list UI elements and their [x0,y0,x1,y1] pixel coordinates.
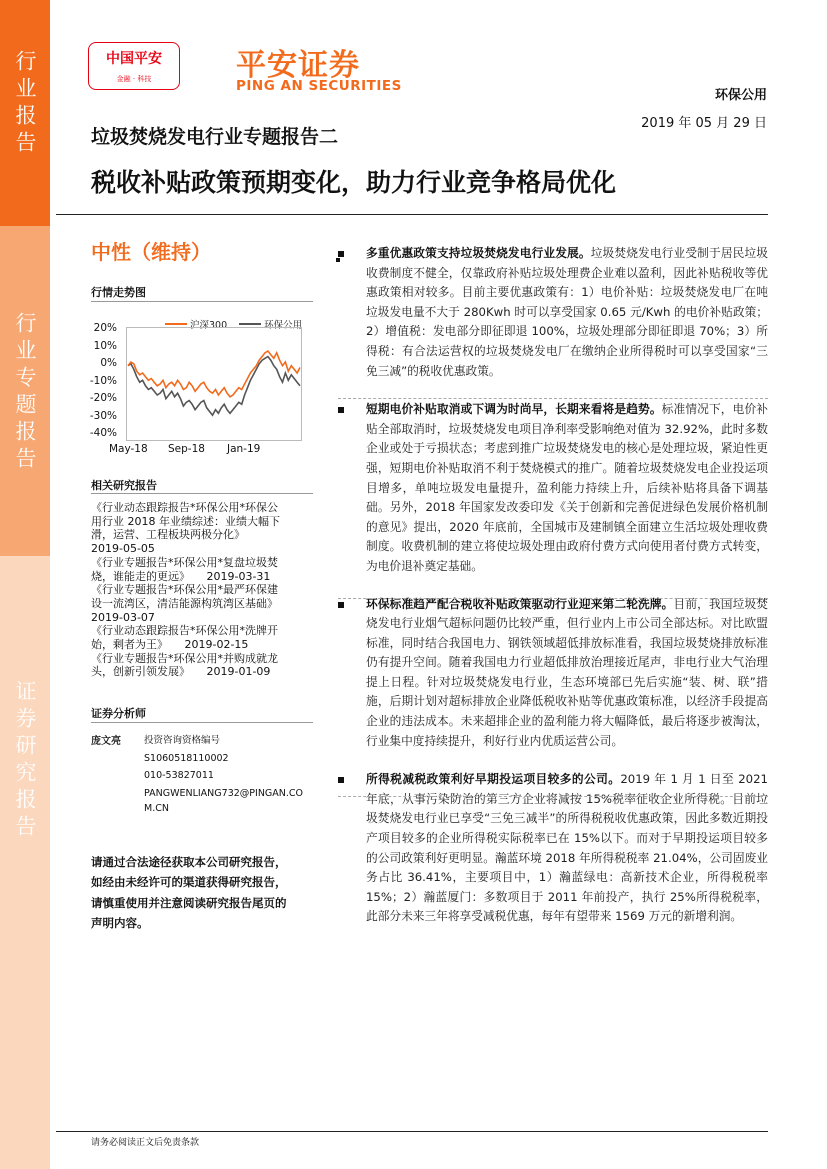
y-tick-label: -20% [89,392,117,404]
series-line-sector [128,357,300,416]
y-tick-label: 0% [100,357,117,369]
section-divider [91,722,313,723]
bullet-square [338,407,344,413]
sidebar-section-securities-research [0,556,50,1169]
key-point-lead: 环保标准趋严配合税收补贴政策驱动行业迎来第二轮洗牌。 [366,596,674,611]
related-report-line: 《行业专题报告*环保公用*复盘垃圾焚 [91,555,278,569]
key-point-text: 标准情况下，电价补贴全部取消时，垃圾焚烧发电项目净利率受影响绝对值为 32.92%，此时多数企业或处于亏损状态；考虑到推广垃圾焚烧发电的核心是处理垃圾，紧迫性更强，短期电价补贴取消不利于焚烧模式的推广。随着垃圾焚烧发电企业投运项目增多，单吨垃圾发电量提升，盈利能力持续上升，后续补贴将具备下调基础。另外，2018 年国家发改委印发《关于创新和完善促进绿色发展价格机制的意见》提出，2020 年底前，全国城市及建制镇全面建立生活垃圾处理收费制度。收费机制的建立将使垃圾处理由政府付费方式向使用者付费方式转变，为电价退补奠定基础。 [366,402,768,573]
footer-divider [56,1131,768,1132]
dashed-divider [338,598,768,599]
key-points [338,244,768,927]
related-reports-list [91,501,313,679]
section-divider [91,493,313,494]
key-point-text: 2019 年 1 月 1 日至 2021 年底，从事污染防治的第三方企业将减按 15%税率征收企业所得税。目前垃圾焚烧发电行业已享受“三免三减半”的所得税税收优惠政策，因此多数近期投产项目较多的企业所得税实际税率已在 15%以下。而对于早期投运项目较多的公司政策利好更明显。瀚蓝环境 2018 年所得税税率 21.04%，公司固废业务占比 36.41%，主要项目中，1）瀚蓝绿电：高新技术企业，所得税税率 15%；2）瀚蓝厦门：多数项目于 2011 年前投产，执行 25%所得税税率，此部分未来三年将享受减税优惠，每年有望带来 1569 万元的新增利润。 [366,772,768,924]
legal-notice: 请通过合法途径获取本公司研究报告，如经由未经许可的渠道获得研究报告，请慎重使用并注意阅读研究报告尾页的声明内容。 [91,855,287,931]
analyst-email-cont[interactable]: M.CN [144,803,169,815]
related-report-line: 用行业 2018 年业绩综述：业绩大幅下 [91,514,280,528]
related-report-line: 烧，谁能走的更远》 2019-03-31 [91,569,271,583]
y-tick-label: -10% [89,374,117,387]
trend-line-chart [126,327,302,441]
legend-swatch-sector [239,323,261,325]
key-point-4 [338,770,768,927]
x-tick-label: May-18 [109,443,148,455]
related-report-line: 2019-05-05 [91,542,155,556]
related-report-line: 2019-03-07 [91,610,155,624]
section-divider [91,301,313,302]
sidebar-section-industry-report [0,0,50,226]
report-main-title: 税收补贴政策预期变化，助力行业竞争格局优化 [91,168,617,197]
key-point-lead: 短期电价补贴取消或下调为时尚早，长期来看将是趋势。 [366,402,662,417]
key-point-text: 垃圾焚烧发电行业受制于居民垃圾收费制度不健全，仅靠政府补贴垃圾处理费企业难以盈利，因此补贴税收等优惠政策相对较多。目前主要优惠政策有：1）电价补贴：垃圾焚烧发电厂在吨垃圾发电量不大于 280Kwh 时可以享受国家 0.65 元/Kwh 的电价补贴政策；2）增值税：发电部分即征即退 100%，垃圾处理部分即征即退 70%；3）所得税：有合法运营权的垃圾焚烧发电厂在缴纳企业所得税时可以享受国家“三免三减”的税收优惠政策。 [366,246,768,378]
sidebar-section-topic-report [0,226,50,556]
industry-label: 环保公用 [714,88,767,103]
related-report-line: 《行业专题报告*环保公用*最严环保建 [91,583,278,597]
key-point-lead: 多重优惠政策支持垃圾焚烧发电行业发展。 [366,246,591,260]
header-divider [56,214,768,215]
sidebar-label: 行业报告 [13,50,37,158]
y-tick-label: 10% [93,339,117,352]
logo-text: 中国平安 [106,51,162,67]
related-report-line: 设一流湾区，清洁能源构筑湾区基础》 [91,596,278,610]
related-report-line: 头，创新引领发展》 2019-01-09 [91,665,271,679]
analyst-info [144,732,304,818]
dashed-divider [338,398,768,399]
chart-frame [127,328,302,441]
analyst-name: 庞文亮 [91,736,121,747]
logo-subtext: 金融 · 科技 [116,75,152,83]
sidebar-label: 行业专题报告 [13,312,37,474]
report-date: 2019 年 05 月 29 日 [641,116,767,131]
related-report-line: 《行业专题报告*环保公用*并购成就龙 [91,651,278,665]
key-point-1 [338,244,768,381]
y-tick-label: -30% [89,409,117,422]
bullet-square [338,602,344,608]
analyst-email[interactable]: PANGWENLIANG732@PINGAN.CO [144,787,304,799]
trend-section-title: 行情走势图 [91,286,146,299]
rating: 中性（维持） [91,240,211,264]
bullet-square [338,777,344,783]
dashed-divider [338,796,768,797]
footer-disclaimer: 请务必阅读正文后免责条款 [91,1138,200,1148]
brand-name-en: PING AN SECURITIES [236,78,402,94]
key-point-text: 目前，我国垃圾焚烧发电行业烟气超标问题仍比较严重，但行业内上市公司全部达标。对比欧盟标准，同时结合我国电力、钢铁领域超低排放标准看，我国垃圾焚烧排放标准仍有提升空间。随着我国电力行业超低排放治理接近尾声，非电行业大气治理提上日程。针对垃圾焚烧发电行业，生态环境部已先后实施“装、树、联”措施，后期计划对超标排放企业降低税收补贴等优惠政策标准，以经济手段提高企业的违法成本。未来超排企业的盈利能力将大幅降低，最后将逐步被淘汰，行业集中度持续提升，利好行业内优质运营公司。 [366,596,768,748]
key-point-lead: 所得税减税政策利好早期投运项目较多的公司。 [366,772,621,787]
legend-label-hs300: 沪深300 [190,320,228,331]
y-tick-label: 20% [93,322,117,334]
related-report-line: 《行业动态跟踪报告*环保公用*环保公 [91,501,278,514]
legend-label-sector: 环保公用 [264,320,303,331]
pingan-logo [88,42,180,90]
key-point-3 [338,595,768,752]
brand-name-cn: 平安证券 [236,48,360,83]
x-tick-label: Jan-19 [227,443,261,455]
related-report-line: 始，剩者为王》 2019-02-15 [91,638,249,652]
related-section-title: 相关研究报告 [91,479,157,492]
related-report-line: 《行业动态跟踪报告*环保公用*洗牌开 [91,624,278,638]
related-report-line: 滑，运营、工程板块两极分化》 [91,528,245,542]
sidebar-label: 证券研究报告 [13,680,37,842]
analyst-cert-number: S1060518110002 [144,752,229,764]
analyst-phone: 010-53827011 [144,770,214,782]
y-tick-label: -40% [89,427,117,439]
report-series-title: 垃圾焚烧发电行业专题报告二 [91,126,339,148]
analyst-cert-label: 投资咨询资格编号 [144,735,221,746]
bullet-square [338,251,344,257]
legend-swatch-hs300 [165,323,187,325]
x-tick-label: Sep-18 [168,443,205,455]
analyst-section-title: 证券分析师 [91,707,146,720]
key-point-2 [338,400,768,576]
